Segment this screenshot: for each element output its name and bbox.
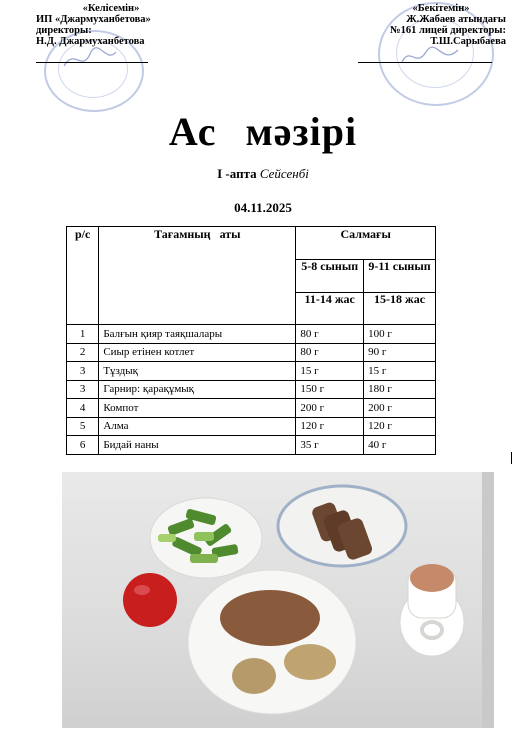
- row-number: 6: [67, 436, 99, 455]
- table-row: [67, 362, 436, 381]
- right-signature: [398, 44, 462, 70]
- week-label: I -апта: [217, 166, 257, 181]
- row-number: 1: [67, 325, 99, 344]
- weight-grade-b: 180 г: [364, 380, 436, 399]
- age-a-header: 11-14 жас: [296, 293, 364, 325]
- table-row: [67, 325, 436, 344]
- dish-name: Гарнир: қарақұмық: [99, 380, 296, 399]
- meal-photo-illustration: [62, 472, 494, 728]
- weight-grade-b: 100 г: [364, 325, 436, 344]
- dish-name: Бидай наны: [99, 436, 296, 455]
- col-name-header: Тағамның аты: [99, 227, 296, 325]
- dish-name: Сиыр етінен котлет: [99, 343, 296, 362]
- weight-grade-b: 120 г: [364, 417, 436, 436]
- menu-table: [66, 226, 436, 455]
- weight-grade-a: 150 г: [296, 380, 364, 399]
- wall-edge: [482, 472, 494, 728]
- dish-name: Алма: [99, 417, 296, 436]
- approval-left-line2: директоры:: [36, 25, 92, 36]
- weight-grade-b: 15 г: [364, 362, 436, 381]
- weight-grade-b: 40 г: [364, 436, 436, 455]
- approval-left: [36, 3, 186, 47]
- day-label: Сейсенбі: [259, 166, 309, 181]
- weight-grade-a: 200 г: [296, 399, 364, 418]
- table-row: [67, 417, 436, 436]
- menu-rows: [67, 325, 436, 455]
- approval-right-line3: Т.Ш.Сарыбаева: [430, 36, 506, 47]
- margin-mark: [511, 452, 512, 464]
- age-b-header: 15-18 жас: [364, 293, 436, 325]
- grade-b-header: 9-11 сынып: [364, 260, 436, 293]
- left-signature-line: [36, 62, 148, 63]
- left-signature: [60, 44, 120, 74]
- row-number: 2: [67, 343, 99, 362]
- approval-right-line1: Ж.Жабаев атындағы: [406, 14, 506, 25]
- approval-left-line1: ИП «Джармуханбетова»: [36, 14, 151, 25]
- approval-left-line3: Н.Д. Джармуханбетова: [36, 36, 145, 47]
- apple: [123, 573, 177, 627]
- weight-grade-a: 15 г: [296, 362, 364, 381]
- right-signature-line: [358, 62, 492, 63]
- week-day: [0, 166, 526, 182]
- row-number: 3: [67, 362, 99, 381]
- col-num-header: р/с: [67, 227, 99, 325]
- table-row: [67, 399, 436, 418]
- menu-date: 04.11.2025: [234, 200, 292, 215]
- cutlet-right: [284, 644, 336, 680]
- approval-right-line2: №161 лицей директоры:: [390, 25, 506, 36]
- meal-photo: [62, 472, 494, 728]
- dish-name: Компот: [99, 399, 296, 418]
- approval-right: [356, 3, 506, 47]
- grade-a-header: 5-8 сынып: [296, 260, 364, 293]
- row-number: 4: [67, 399, 99, 418]
- table-row: [67, 343, 436, 362]
- weight-grade-b: 200 г: [364, 399, 436, 418]
- cutlet-left: [232, 658, 276, 694]
- weight-grade-a: 80 г: [296, 325, 364, 344]
- row-number: 5: [67, 417, 99, 436]
- weight-grade-a: 35 г: [296, 436, 364, 455]
- weight-grade-b: 90 г: [364, 343, 436, 362]
- weight-grade-a: 120 г: [296, 417, 364, 436]
- weight-grade-a: 80 г: [296, 343, 364, 362]
- col-weight-header: Салмағы: [296, 227, 436, 260]
- table-row: [67, 380, 436, 399]
- dish-name: Балғын қияр таяқшалары: [99, 325, 296, 344]
- table-row: [67, 436, 436, 455]
- page-title: Ас мәзірі: [168, 109, 358, 154]
- dish-name: Тұздық: [99, 362, 296, 381]
- row-number: 3: [67, 380, 99, 399]
- approval-left-heading: «Келісемін»: [82, 3, 140, 14]
- approval-right-heading: «Бекітемін»: [412, 3, 470, 14]
- buckwheat: [220, 590, 320, 646]
- compote: [410, 564, 454, 592]
